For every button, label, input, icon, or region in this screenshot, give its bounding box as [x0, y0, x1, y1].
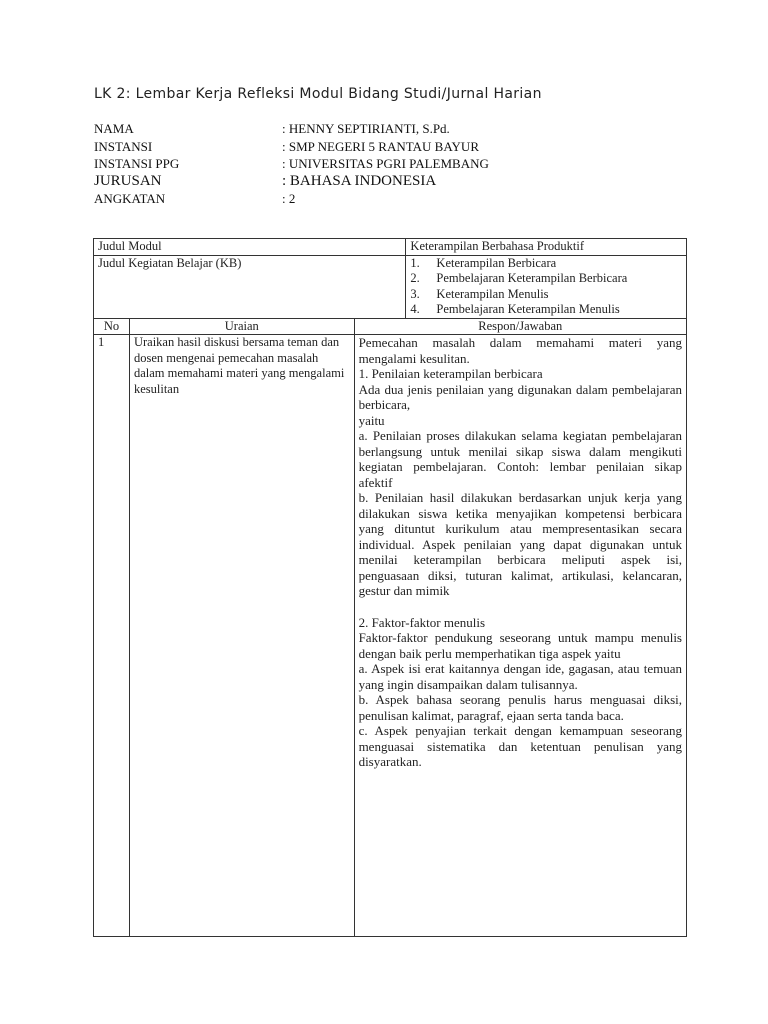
- kb-list: [410, 256, 682, 318]
- kb-label: Judul Kegiatan Belajar (KB): [94, 255, 406, 318]
- kb-number: 1.: [410, 255, 420, 270]
- info-value: : UNIVERSITAS PGRI PALEMBANG: [282, 156, 489, 172]
- header-no: No: [94, 318, 130, 335]
- response-point: a. Aspek isi erat kaitannya dengan ide, gagasan, atau temuan yang ingin disampaikan dalam tulisannya.: [358, 661, 682, 692]
- reflection-table: [93, 238, 687, 937]
- row-response: [354, 335, 686, 937]
- header-uraian: Uraian: [129, 318, 354, 335]
- spacer: [359, 599, 682, 615]
- response-point: b. Aspek bahasa seorang penulis harus menguasai diksi, penulisan kalimat, paragraf, ejaan serta tanda baca.: [358, 692, 682, 723]
- judul-modul-value: Keterampilan Berbahasa Produktif: [406, 239, 687, 256]
- list-item: [410, 302, 682, 318]
- response-point: c. Aspek penyajian terkait dengan kemampuan seseorang menguasai sistematika dan ketentuan penulisan yang disyaratkan.: [358, 723, 682, 769]
- info-label: INSTANSI PPG: [94, 156, 180, 172]
- response-paragraph: Faktor-faktor pendukung seseorang untuk mampu menulis dengan baik perlu memperhatikan tiga aspek yaitu: [358, 630, 682, 661]
- info-row-jurusan: [94, 173, 489, 191]
- info-label: INSTANSI: [94, 138, 153, 154]
- identity-block: [94, 120, 489, 208]
- kb-text: Pembelajaran Keterampilan Berbicara: [436, 271, 628, 285]
- info-row-angkatan: [94, 190, 489, 208]
- info-row-instansi: [94, 138, 489, 156]
- row-uraian: Uraikan hasil diskusi bersama teman dan dosen mengenai pemecahan masalah dalam memahami materi yang mengalami kesulitan: [129, 335, 354, 937]
- kb-text: Keterampilan Menulis: [436, 286, 549, 301]
- kb-number: 3.: [410, 286, 420, 301]
- kb-number: 4.: [410, 302, 420, 316]
- info-row-nama: [94, 120, 489, 138]
- document-title: LK 2: Lembar Kerja Refleksi Modul Bidang Studi/Jurnal Harian: [94, 86, 542, 102]
- table-row-kb: [94, 255, 687, 318]
- header-respon: Respon/Jawaban: [354, 318, 686, 335]
- response-point: a. Penilaian proses dilakukan selama kegiatan pembelajaran berlangsung untuk menilai sikap siswa dalam mengikuti kegiatan pembelajaran. Contoh: lembar penilaian sikap afektif: [358, 428, 682, 490]
- info-value: : 2: [282, 191, 296, 207]
- kb-text: Pembelajaran Keterampilan Menulis: [436, 302, 620, 316]
- response-paragraph: yaitu: [358, 412, 385, 428]
- kb-text: Keterampilan Berbicara: [436, 255, 557, 270]
- table-row: [94, 335, 687, 937]
- list-item: [410, 256, 682, 272]
- info-row-instansi-ppg: [94, 155, 489, 173]
- kb-list-cell: [406, 255, 687, 318]
- info-value: : SMP NEGERI 5 RANTAU BAYUR: [282, 138, 479, 154]
- info-value: : HENNY SEPTIRIANTI, S.Pd.: [282, 121, 450, 136]
- response-paragraph: Ada dua jenis penilaian yang digunakan dalam pembelajaran berbicara,: [358, 381, 682, 412]
- table-header-row: [94, 318, 687, 335]
- response-section-2-title: 2. Faktor-faktor menulis: [358, 614, 486, 630]
- info-label: ANGKATAN: [94, 191, 166, 207]
- response-section-1-title: 1. Penilaian keterampilan berbicara: [358, 366, 543, 381]
- judul-modul-label: Judul Modul: [94, 239, 406, 256]
- response-intro: Pemecahan masalah dalam memahami materi yang mengalami kesulitan.: [358, 335, 682, 366]
- info-label: NAMA: [94, 121, 134, 136]
- response-point: b. Penilaian hasil dilakukan berdasarkan unjuk kerja yang dilakukan siswa ketika menyajikan kompetensi berbicara yang dituntut kurikulum atau mempresentasikan secara individual. Aspek penilaian yang dapat digunakan untuk menilai keterampilan berbicara meliputi aspek isi, penguasaan diksi, tuturan kalimat, artikulasi, kelancaran, gestur dan mimik: [358, 490, 682, 598]
- row-number: 1: [94, 335, 130, 937]
- list-item: [410, 287, 682, 303]
- table-row-judul-modul: [94, 239, 687, 256]
- kb-number: 2.: [410, 271, 420, 285]
- info-value: : BAHASA INDONESIA: [282, 172, 437, 189]
- info-label: JURUSAN: [94, 172, 162, 189]
- list-item: [410, 271, 682, 287]
